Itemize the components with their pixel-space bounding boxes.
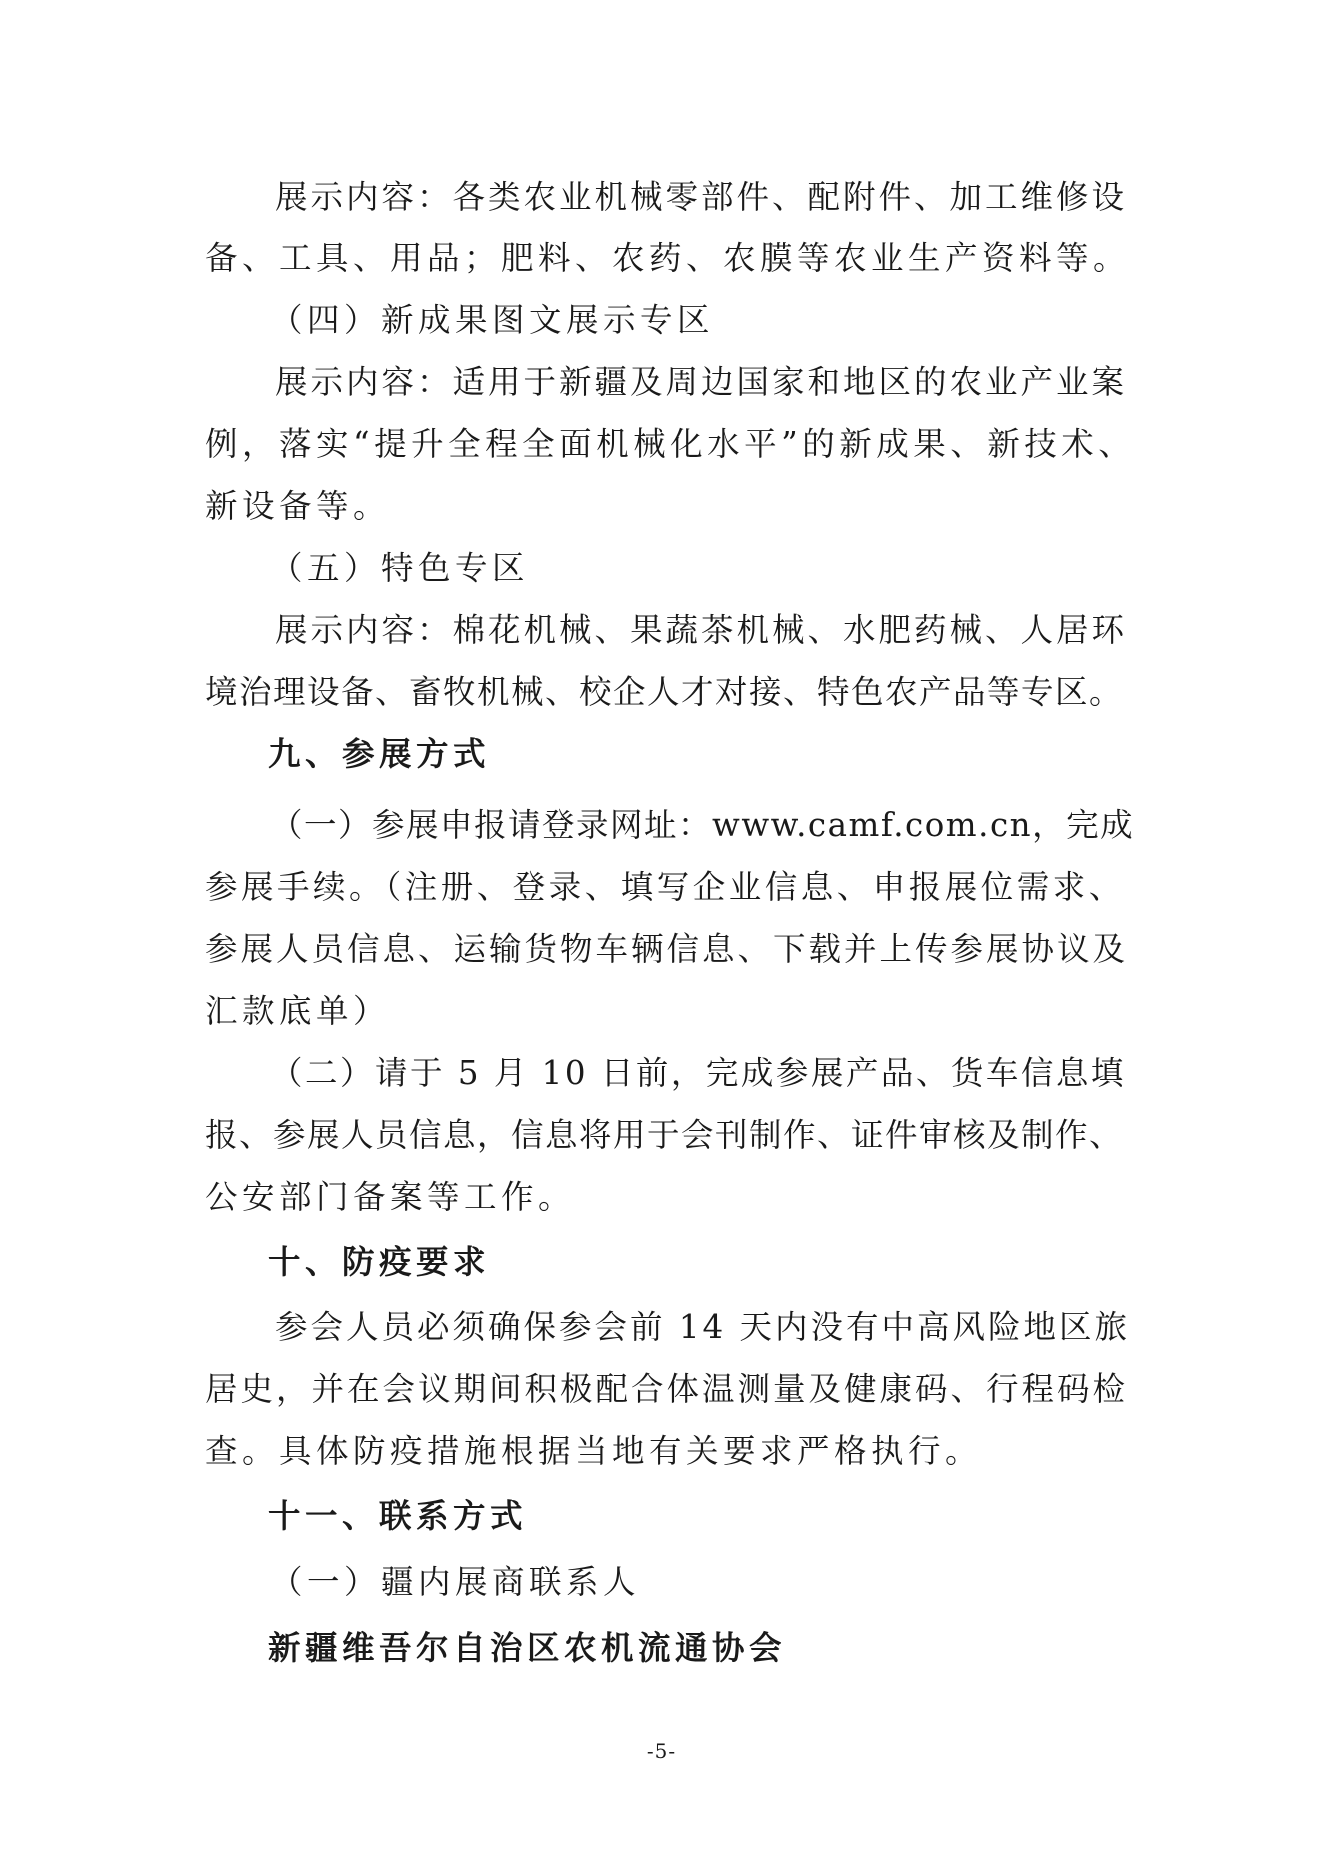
paragraph-line: 居史，并在会议期间积极配合体温测量及健康码、行程码检 bbox=[205, 1370, 1129, 1408]
paragraph-line: 汇款底单） bbox=[205, 992, 391, 1030]
subsection-heading: （五）特色专区 bbox=[270, 549, 530, 587]
paragraph-line: 展示内容：棉花机械、果蔬茶机械、水肥药械、人居环 bbox=[275, 611, 1128, 649]
paragraph-line: 备、工具、用品；肥料、农药、农膜等农业生产资料等。 bbox=[205, 239, 1131, 277]
section-heading: 九、参展方式 bbox=[268, 735, 491, 773]
paragraph-line: 例，落实“提升全程全面机械化水平”的新成果、新技术、 bbox=[205, 425, 1136, 463]
subsection-heading: （一）疆内展商联系人 bbox=[270, 1563, 641, 1601]
paragraph-line: 参展人员信息、运输货物车辆信息、下载并上传参展协议及 bbox=[205, 930, 1129, 968]
organization-name: 新疆维吾尔自治区农机流通协会 bbox=[268, 1629, 787, 1667]
paragraph-line: 公安部门备案等工作。 bbox=[205, 1178, 576, 1216]
paragraph-line: 查。具体防疫措施根据当地有关要求严格执行。 bbox=[205, 1432, 983, 1470]
paragraph-line: （二）请于 5 月 10 日前，完成参展产品、货车信息填 bbox=[270, 1054, 1126, 1092]
paragraph-line: 参展手续。（注册、登录、填写企业信息、申报展位需求、 bbox=[205, 868, 1125, 906]
paragraph-line: 展示内容：适用于新疆及周边国家和地区的农业产业案 bbox=[275, 363, 1128, 401]
section-heading: 十、防疫要求 bbox=[268, 1243, 491, 1281]
page-number: -5- bbox=[646, 1739, 677, 1763]
paragraph-line: 报、参展人员信息，信息将用于会刊制作、证件审核及制作、 bbox=[205, 1116, 1124, 1154]
subsection-heading: （四）新成果图文展示专区 bbox=[270, 301, 715, 339]
section-heading: 十一、联系方式 bbox=[268, 1497, 528, 1535]
paragraph-line: 参会人员必须确保参会前 14 天内没有中高风险地区旅 bbox=[275, 1308, 1131, 1346]
paragraph-line: 境治理设备、畜牧机械、校企人才对接、特色农产品等专区。 bbox=[205, 673, 1124, 711]
paragraph-line: （一）参展申报请登录网址：www.camf.com.cn，完成 bbox=[270, 806, 1135, 844]
paragraph-line: 展示内容：各类农业机械零部件、配附件、加工维修设 bbox=[275, 178, 1128, 216]
paragraph-line: 新设备等。 bbox=[205, 487, 391, 525]
